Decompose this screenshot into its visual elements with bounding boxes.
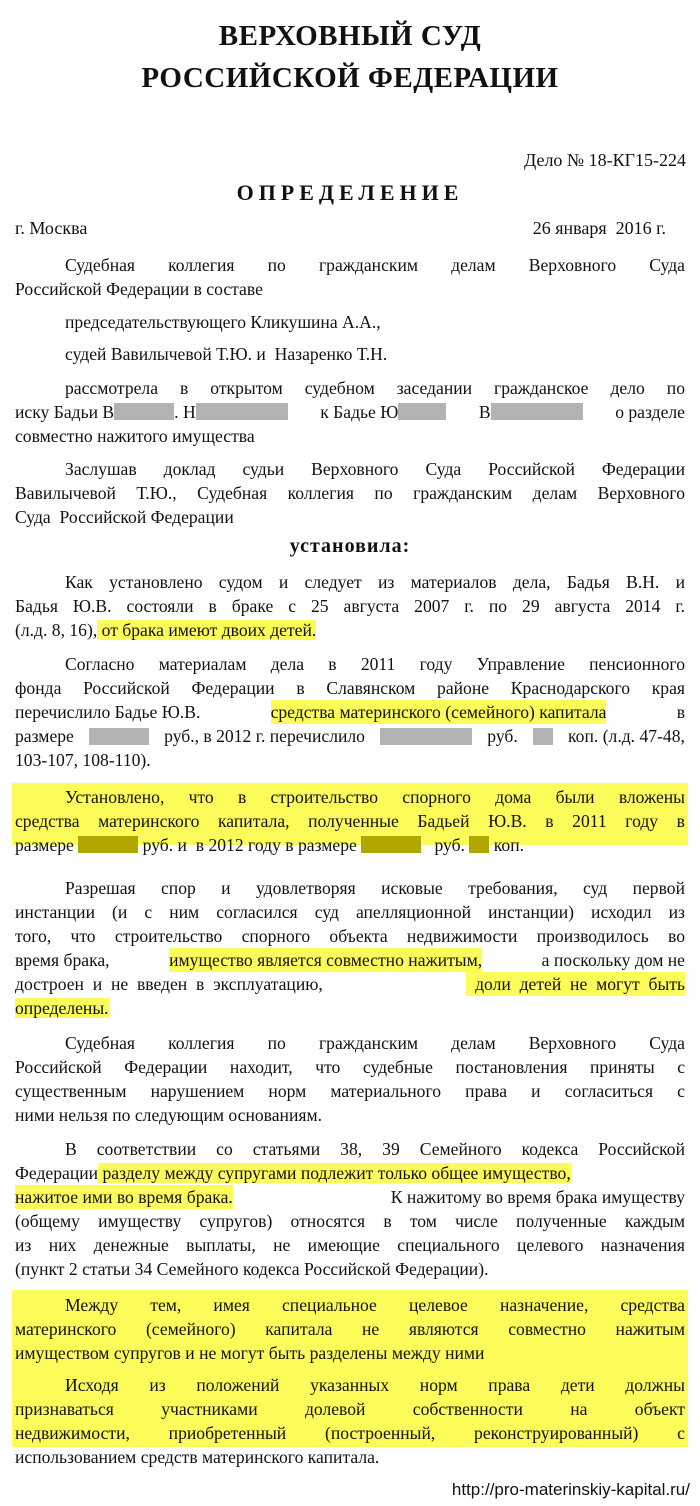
party-text: к Бадье Ю	[320, 402, 399, 422]
text: достроен и не введен в эксплуатацию,	[15, 974, 323, 994]
text: размере	[15, 726, 74, 746]
text: руб., в 2012 г. перечислило	[164, 726, 365, 746]
text: время брака,	[15, 950, 110, 970]
case-number: Дело № 18-КГ15-224	[523, 150, 686, 170]
court-name-line1: ВЕРХОВНЫЙ СУД	[218, 20, 482, 52]
paragraph-line: фонда Российской Федерации в Славянском районе Краснодарского края	[15, 678, 685, 698]
paragraph-line	[15, 724, 685, 748]
party-text: В	[478, 402, 491, 422]
paragraph-line: (пункт 2 статьи 34 Семейного кодекса Российской Федерации).	[15, 1259, 489, 1279]
text: в	[676, 702, 685, 722]
text: перечислило Бадье Ю.В.	[15, 702, 201, 722]
redaction	[491, 403, 583, 420]
presiding-judge: председательствующего Кликушина А.А.,	[65, 312, 381, 332]
redaction	[78, 836, 138, 853]
paragraph-line	[15, 948, 685, 972]
paragraph-line: материнского (семейного) капитала не являются совместно нажитым	[15, 1319, 685, 1339]
court-name-line2: РОССИЙСКОЙ ФЕДЕРАЦИИ	[141, 62, 559, 94]
paragraph-line	[15, 996, 685, 1020]
paragraph-line: использованием средств материнского капитала.	[15, 1447, 380, 1467]
text: руб. и в 2012 году в размере	[142, 835, 357, 855]
paragraph-line: имуществом супругов и не могут быть разделены между ними	[15, 1343, 485, 1363]
paragraph-line: Исходя из положений указанных норм права дети должны	[65, 1375, 685, 1395]
paragraph-line	[15, 1185, 685, 1209]
text: Федерации	[15, 1163, 99, 1183]
source-url[interactable]: http://pro-materinskiy-kapital.ru/	[451, 1480, 690, 1499]
city: г. Москва	[15, 218, 88, 238]
paragraph-line: Российской Федерации находит, что судебные постановления приняты с	[15, 1057, 685, 1077]
established-heading: установила:	[289, 535, 411, 557]
paragraph-line: Установлено, что в строительство спорного дома были вложены	[65, 787, 685, 807]
text: а поскольку дом не	[541, 950, 685, 970]
paragraph-line	[15, 700, 685, 724]
intro-line: Судебная коллегия по гражданским делам Верховного Суда	[65, 255, 685, 275]
text: К нажитому во время брака имуществу	[390, 1187, 685, 1207]
party-text: иску Бадьи В	[15, 402, 115, 422]
paragraph-line: 103-107, 108-110).	[15, 750, 151, 770]
text: руб.	[487, 726, 518, 746]
paragraph-line: Разрешая спор и удовлетворяя исковые требования, суд первой	[65, 878, 685, 898]
hearing-line: Вавилычевой Т.Ю., Судебная коллегия по гражданским делам Верховного	[15, 483, 685, 503]
redaction	[196, 403, 288, 420]
parties-line	[15, 400, 685, 424]
hearing-line: Суда Российской Федерации	[15, 507, 234, 527]
highlighted-text: нажитое ими во время брака.	[15, 1187, 233, 1207]
redaction	[398, 403, 446, 420]
paragraph-line: В соответствии со статьями 38, 39 Семейного кодекса Российской	[65, 1139, 685, 1159]
redaction	[89, 728, 149, 745]
redaction	[533, 728, 553, 745]
paragraph-line: ними нельзя по следующим основаниям.	[15, 1105, 323, 1125]
paragraph-line: Судебная коллегия по гражданским делам Верховного Суда	[65, 1033, 685, 1053]
text: коп.	[493, 835, 525, 855]
party-text: . Н	[174, 402, 196, 422]
document-type: ОПРЕДЕЛЕНИЕ	[236, 180, 464, 205]
redaction	[469, 836, 489, 853]
highlighted-text: разделу между супругами подлежит только общее имущество,	[98, 1163, 571, 1183]
paragraph-line: (общему имуществу супругов) относятся в том числе полученные каждым	[15, 1211, 685, 1231]
paragraph-line: существенным нарушением норм материального права и согласиться с	[15, 1081, 685, 1101]
redaction	[380, 728, 472, 745]
redaction	[361, 836, 421, 853]
hearing-line: Заслушав доклад судьи Верховного Суда Российской Федерации	[65, 459, 685, 479]
text: коп. (л.д. 47-48,	[568, 726, 685, 746]
highlighted-text: средства материнского (семейного) капитала	[270, 702, 607, 722]
paragraph-line	[15, 972, 685, 996]
party-text: о разделе	[615, 402, 685, 422]
paragraph-line: инстанции (и с ним согласился суд апелляционной инстанции) исходил из	[15, 902, 685, 922]
intro-line: рассмотрела в открытом судебном заседании гражданское дело по	[65, 378, 685, 398]
paragraph-line: признаваться участниками долевой собственности на объект	[15, 1399, 685, 1419]
paragraph-line	[15, 618, 685, 642]
text: (л.д. 8, 16),	[15, 620, 98, 640]
highlighted-text: доли детей не могут быть	[466, 974, 685, 994]
paragraph-line	[15, 1161, 685, 1185]
paragraph-line: Как установлено судом и следует из материалов дела, Бадья В.Н. и	[65, 572, 685, 592]
paragraph-line: Бадья Ю.В. состояли в браке с 25 августа 2007 г. по 29 августа 2014 г.	[15, 596, 685, 616]
redaction	[114, 403, 174, 420]
paragraph-line: Согласно материалам дела в 2011 году Управление пенсионного	[65, 654, 685, 674]
text: руб.	[434, 835, 465, 855]
intro-line: Российской Федерации в составе	[15, 279, 263, 299]
text: размере	[15, 835, 74, 855]
highlighted-text: определены.	[15, 998, 109, 1018]
intro-line: совместно нажитого имущества	[15, 426, 255, 446]
highlighted-text: от брака имеют двоих детей.	[97, 620, 317, 640]
paragraph-line: из них денежные выплаты, не имеющие специального целевого назначения	[15, 1235, 685, 1255]
highlighted-text: имущество является совместно нажитым,	[169, 950, 483, 970]
paragraph-line: средства материнского капитала, полученные Бадьей Ю.В. в 2011 году в	[15, 811, 685, 831]
paragraph-line: Между тем, имея специальное целевое назначение, средства	[65, 1295, 685, 1315]
judges: судей Вавилычевой Т.Ю. и Назаренко Т.Н.	[65, 344, 388, 364]
paragraph-line	[15, 833, 685, 857]
paragraph-line: того, что строительство спорного объекта недвижимости производилось во	[15, 926, 685, 946]
paragraph-line: недвижимости, приобретенный (построенный, реконструированный) с	[15, 1423, 685, 1443]
decision-date: 26 января 2016 г.	[532, 218, 666, 238]
